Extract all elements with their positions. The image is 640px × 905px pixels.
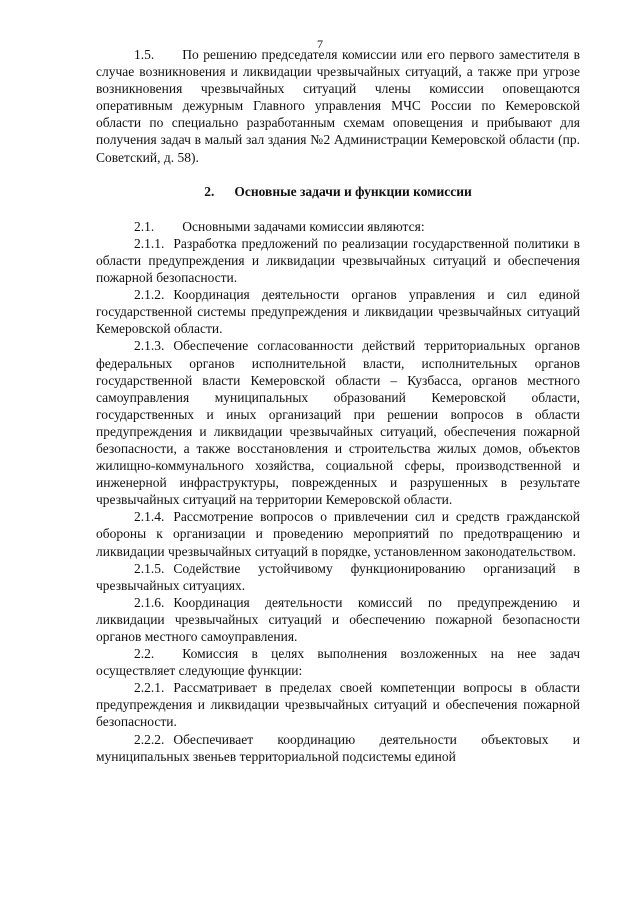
paragraph-number: 2.1.5. xyxy=(134,560,165,576)
paragraph-number: 1.5. xyxy=(134,47,155,62)
paragraph-text: Рассмотрение вопросов о привлечении сил и средств гражданской обороны к организации и проведению мероприятий по предотвращению и ликвидации чрезвычайных ситуаций в порядке, установленном законодательством. xyxy=(96,509,580,559)
paragraph-2-1-4 xyxy=(96,508,580,559)
paragraph-2-2 xyxy=(96,645,580,679)
document-body xyxy=(96,46,580,765)
paragraph-2-1-1 xyxy=(96,235,580,286)
paragraph-1-5 xyxy=(96,46,580,166)
section-heading xyxy=(96,183,580,200)
paragraph-number: 2.1.4. xyxy=(134,509,165,525)
paragraph-text: Рассматривает в пределах своей компетенции вопросы в области предупреждения и ликвидации чрезвычайных ситуаций и обеспечения пожарной безопасности. xyxy=(96,680,580,730)
paragraph-text: Содействие устойчивому функционированию организаций в чрезвычайных ситуациях. xyxy=(96,560,580,593)
paragraph-number: 2.2.2. xyxy=(134,731,165,747)
section-title: Основные задачи и функции комиссии xyxy=(234,183,472,199)
paragraph-text: Координация деятельности комиссий по предупреждению и ликвидации чрезвычайных ситуаций и обеспечению пожарной безопасности органов местного самоуправления. xyxy=(96,594,580,644)
paragraph-number: 2.1.1. xyxy=(134,235,165,251)
paragraph-number: 2.1.2. xyxy=(134,287,165,303)
page-number: 7 xyxy=(317,37,323,51)
paragraph-2-2-2 xyxy=(96,731,580,765)
paragraph-text: Обеспечивает координацию деятельности объектовых и муниципальных звеньев территориальной подсистемы единой xyxy=(96,731,580,764)
paragraph-2-1-5 xyxy=(96,560,580,594)
section-number: 2. xyxy=(204,183,215,199)
paragraph-number: 2.1.3. xyxy=(134,338,165,354)
paragraph-text: Комиссия в целях выполнения возложенных на нее задач осуществляет следующие функции: xyxy=(96,646,580,679)
paragraph-2-1 xyxy=(96,218,580,235)
paragraph-text: Координация деятельности органов управления и сил единой государственной системы предупреждения и ликвидации чрезвычайных ситуаций Кемеровской области. xyxy=(96,287,580,337)
paragraph-number: 2.1.6. xyxy=(134,594,165,610)
paragraph-text: По решению председателя комиссии или его первого заместителя в случае возникновения и ликвидации чрезвычайных ситуаций, а также при угрозе возникновения чрезвычайных ситуаций члены комиссии оповещаются оперативным дежурным Главного управления МЧС России по Кемеровской области по специально разработанным схемам оповещения и прибывают для получения задач в малый зал здания №2 Администрации Кемеровской области (пр. Советский, д. 58). xyxy=(96,47,580,165)
paragraph-number: 2.2. xyxy=(134,646,155,662)
paragraph-number: 2.2.1. xyxy=(134,680,165,696)
paragraph-2-1-3 xyxy=(96,337,580,508)
paragraph-number: 2.1. xyxy=(134,218,155,234)
paragraph-text: Обеспечение согласованности действий территориальных органов федеральных органов исполнительной власти, исполнительных органов государственной власти Кемеровской области – Кузбасса, органов местного самоуправления муниципальных образований Кемеровской области, государственных и иных организаций при решении вопросов в области предупреждения и ликвидации чрезвычайных ситуаций, обеспечения пожарной безопасности, а также восстановления и строительства жилых домов, объектов жилищно-коммунального хозяйства, социальной сферы, производственной и инженерной инфраструктуры, поврежденных и разрушенных в результате чрезвычайных ситуаций на территории Кемеровской области. xyxy=(96,338,580,508)
paragraph-2-1-6 xyxy=(96,594,580,645)
paragraph-text: Основными задачами комиссии являются: xyxy=(182,218,425,234)
paragraph-text: Разработка предложений по реализации государственной политики в области предупреждения и ликвидации чрезвычайных ситуаций и обеспечения пожарной безопасности. xyxy=(96,235,580,286)
paragraph-2-2-1 xyxy=(96,679,580,730)
paragraph-2-1-2 xyxy=(96,286,580,337)
